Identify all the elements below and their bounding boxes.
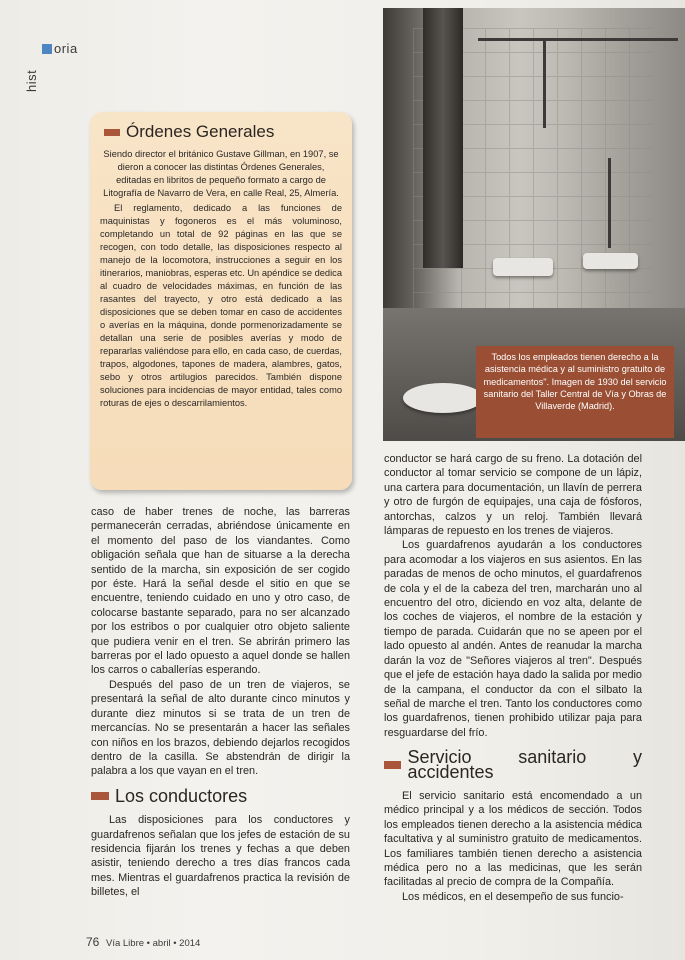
text-column-right [384, 452, 642, 904]
paragraph: conductor se hará cargo de su freno. La dotación del conductor al tomar servicio se compone de un lápiz, una cartera para documentación, un llavín de perrera y otro de furgón de equipajes, una caja de fósforos, antorchas, calzos y un reloj. También llevará lámparas de repuesto en los trenes de viajeros. [384, 453, 642, 538]
heading-bar-icon [384, 761, 401, 769]
sink [493, 258, 553, 276]
page-footer [86, 935, 200, 949]
sink [583, 253, 638, 269]
section-label-prefix: hist [24, 69, 39, 92]
section-heading: Servicio sanitario y accidentes [384, 750, 642, 779]
photo-caption: Todos los empleados tienen derecho a la asistencia médica y al suministro gratuito de medicamentos". Imagen de 1930 del servicio sanitario del Taller Central de Vía y Obras de Villaverde (Madrid). [476, 346, 674, 438]
paragraph: Los guardafrenos ayudarán a los conductores para acomodar a los viajeros en sus asientos. En las paradas de menos de ocho minutos, el guardafrenos de cola y el de la cabeza del tren, marcharán uno al encuentro del otro, diciendo en voz alta, delante de los coches de viajeros, el nombre de la estación y tiempo de parada. Cuidarán que no se apeen por el lado opuesto al andén. Antes de reanudar la marcha darán la voz de "Señores viajeros al tren". Después que el jefe de estación haya dado la salida por medio de la campana, el conductor da con el silbato la señal de marche el tren. Tanto los conductores como los guardafrenos, tienen prohibido utilizar paja para resguardarse del frío. [384, 539, 642, 739]
sidebar-paragraph-2: El reglamento, dedicado a las funciones de maquinistas y fogoneros es el más voluminoso, completando un total de 92 páginas en las que se recogen, con todo detalle, las disposiciones respecto al manejo de la locomotora, instrucciones a seguir en los itinerarios, maniobras, esperas etc. Un apéndice se dedica al cuadro de velocidades máximas, en función de las rasantes del trayecto, y otro está dedicado a las disposiciones que se deben tomar en caso de accidentes o averías en la máquina, donde pormenorizadamente se detallan una serie de posibles averías y modo de repararlas valiéndose para ello, en cada caso, de cuerdas, trapos, algodones, tapones de madera, alambres, gatos, sebo y otros artilugios parecidos. También dispone soluciones para incidencias de mayor entidad, tales como roturas de ejes o descarrilamientos. [100, 203, 342, 408]
sidebar-box [90, 112, 352, 490]
section-square-icon [42, 44, 52, 54]
section-heading: Los conductores [91, 789, 350, 803]
section-label-suffix: oria [54, 41, 78, 56]
sink [403, 383, 483, 413]
paragraph: El servicio sanitario está encomendado a un médico principal y a los médicos de sección. Todos los empleados tienen derecho a la asistencia médica facultativa y al suministro gratuito de medicamentos. Los familiares también tienen derecho a asistencia médica pero no a las medicinas, que les serán facilitadas al precio de compra de la Compañía. [384, 789, 642, 889]
curtain [423, 8, 463, 268]
page-number: 76 [86, 935, 100, 949]
paragraph: Los médicos, en el desempeño de sus funcio- [402, 890, 624, 903]
sidebar-paragraph-1: Siendo director el británico Gustave Gillman, en 1907, se dieron a conocer las distintas Órdenes Generales, editadas en libritos de pequeño formato a cargo de Litografía de Navarro de Vera, en calle Real, 25, Almería. [103, 149, 339, 198]
title-bar-icon [104, 129, 120, 136]
paragraph: Las disposiciones para los conductores y guardafrenos señalan que los jefes de estación de su residencia fijarán los trenes y fechas a que deben asistir, teniendo derecho a tres días francos cada mes. Mientras el guardafrenos practica la revisión de billetes, el [91, 814, 350, 899]
paragraph: Después del paso de un tren de viajeros, se presentará la señal de alto durante cinco minutos y durante diez minutos si se trata de un tren de mercancías. No se presentarán a hacer las señales con niños en los brazos, debiendo dejarlos recogidos dentro de la casilla. Se abstendrán de dirigir la palabra a los que vayan en el tren. [91, 678, 350, 778]
heading-bar-icon [91, 792, 109, 800]
section-label [14, 40, 84, 100]
sidebar-title: Órdenes Generales [104, 122, 342, 142]
text-column-left [91, 505, 350, 900]
publication-info: Vía Libre • abril • 2014 [106, 938, 201, 949]
paragraph: caso de haber trenes de noche, las barreras permanecerán cerradas, abriéndose únicamente en el momento del paso de los viandantes. Como obligación señala que han de situarse a la derecha sentido de la marcha, sin exposición de ser cogido por éste. Hará la señal desde el sitio en que se encuentre, teniendo cuidado en uno y otro caso, de colocarse bastante separado, para no ser alcanzado por los estribos o por cualquier otro objeto saliente que pudiera venir en el tren. Se abrirán primero las barreras por el lado opuesto a aquel donde se hallen los carros o caballerías esperando. [91, 506, 350, 677]
